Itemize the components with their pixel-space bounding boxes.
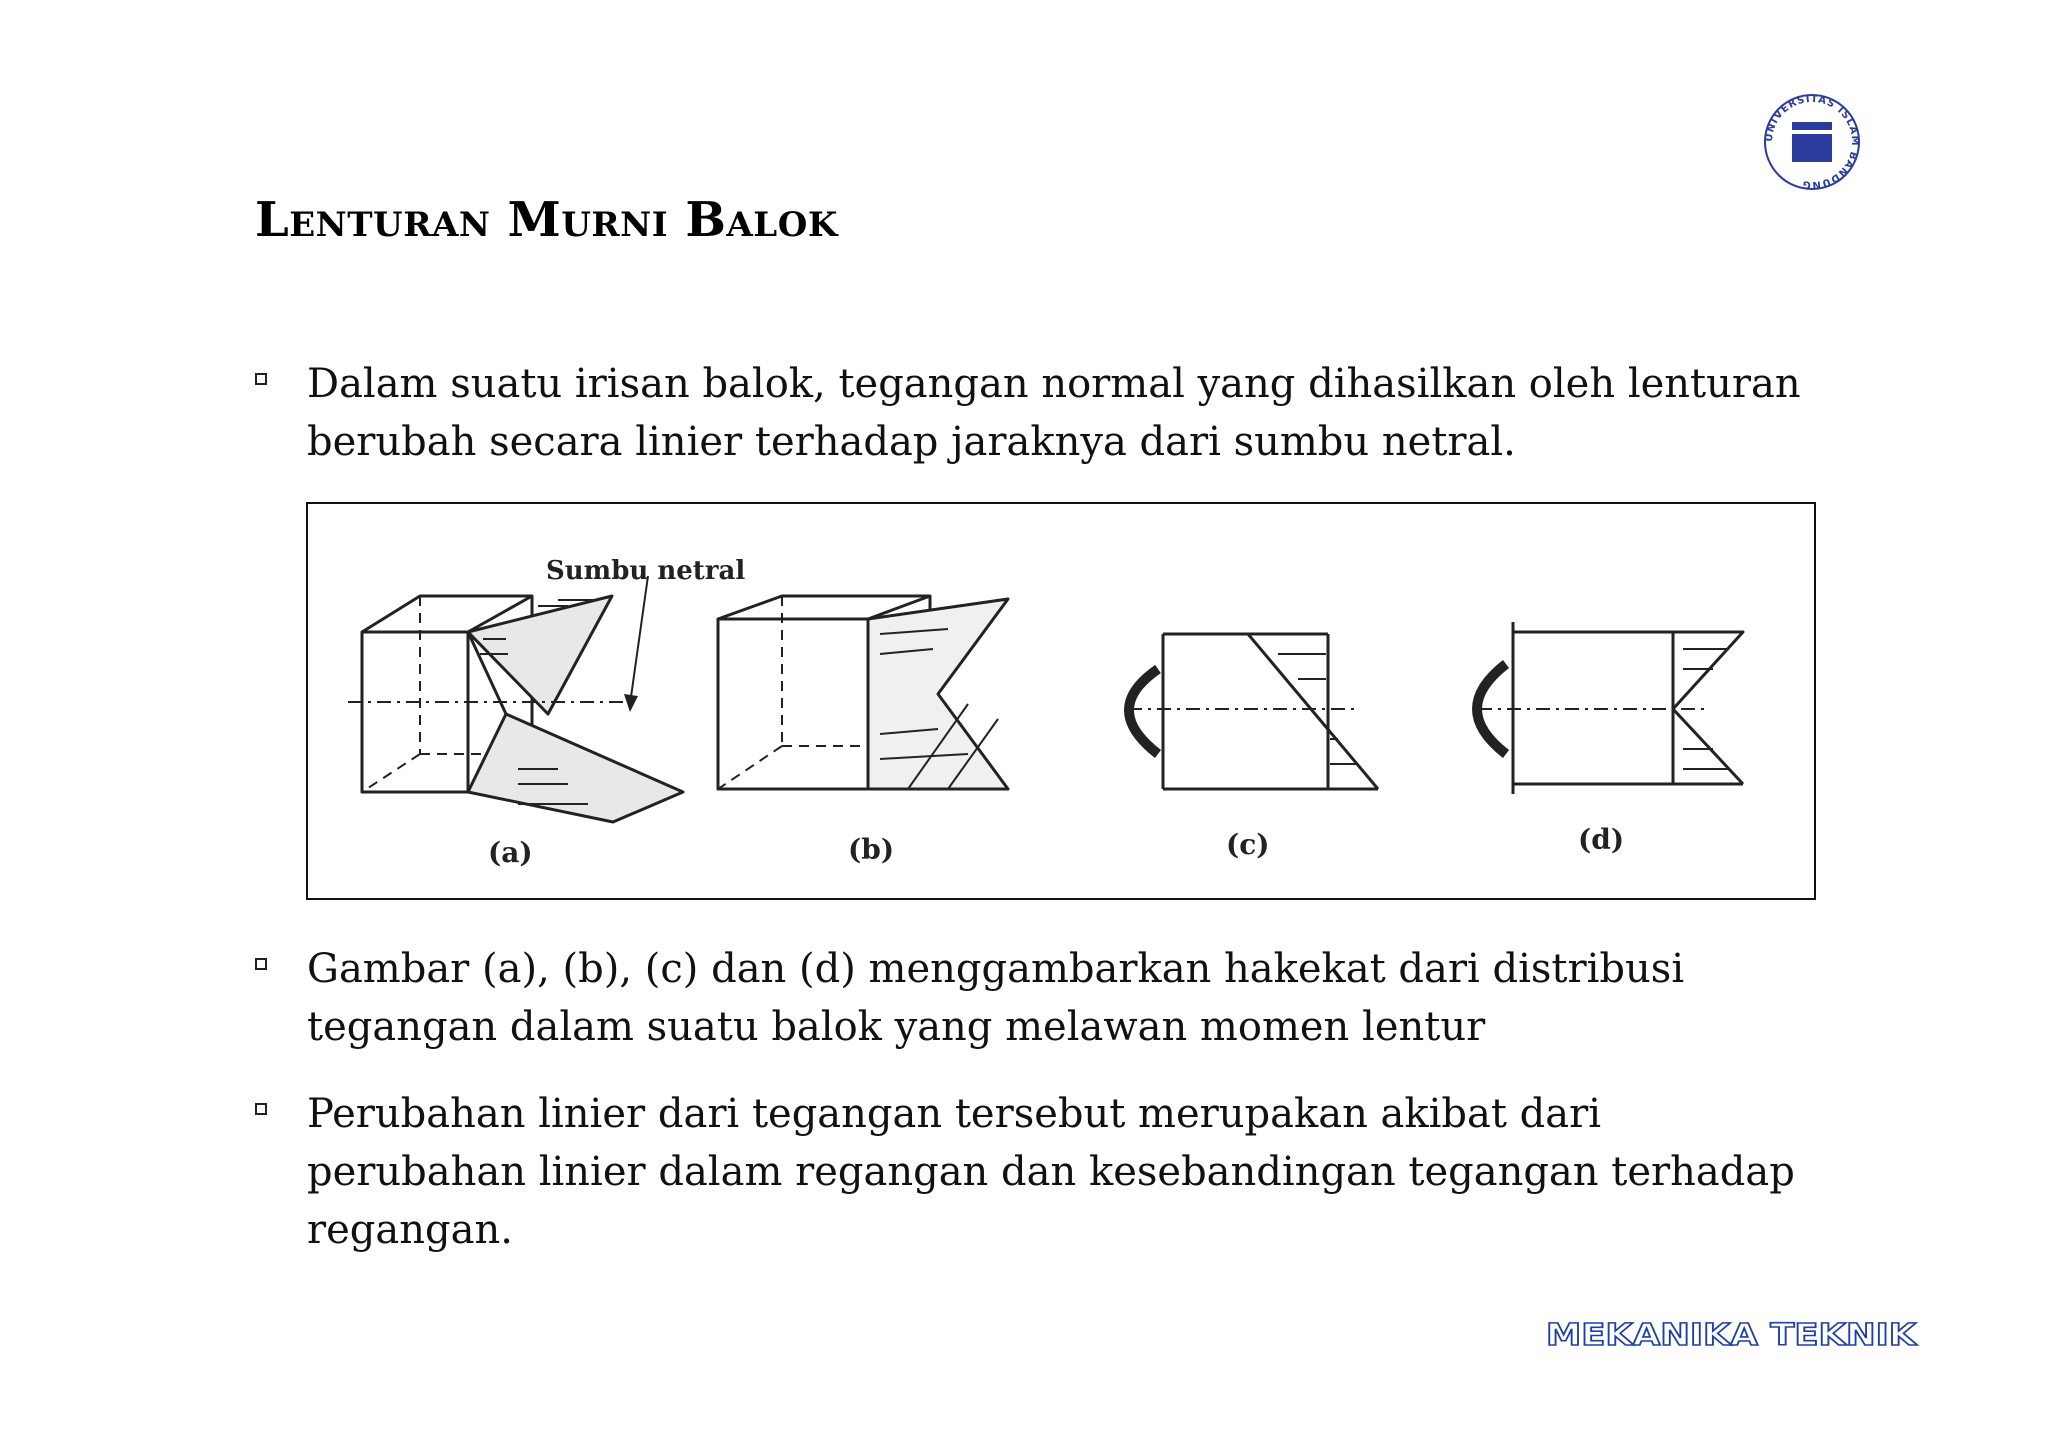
bullet-text: Perubahan linier dari tegangan tersebut merupakan akibat dari perubahan linier dalam regangan dan kesebandingan tegangan terhadap regangan. (307, 1091, 1795, 1253)
diagram-c (1128, 634, 1378, 789)
label-b: (b) (848, 833, 895, 866)
callout-arrow (630, 576, 648, 704)
logo-text: UNIVERSITAS ISLAM BANDUNG (1763, 93, 1861, 191)
bullet-text: Dalam suatu irisan balok, tegangan normal yang dihasilkan oleh lenturan berubah secara linier terhadap jaraknya dari sumbu netral. (307, 361, 1801, 465)
university-logo (1762, 92, 1862, 192)
diagram-a (348, 596, 683, 822)
diagram-d (1477, 622, 1743, 794)
stress-distribution-diagram (308, 504, 1814, 898)
label-c: (c) (1226, 828, 1270, 861)
beam-stress-figure (306, 502, 1816, 900)
course-footer: MEKANIKA TEKNIK (1546, 1318, 1917, 1353)
callout-label: Sumbu netral (546, 556, 746, 586)
bullet-square-icon (255, 958, 267, 970)
diagram-b (718, 596, 1008, 789)
bullet-square-icon (255, 373, 267, 385)
bullet-square-icon (255, 1103, 267, 1115)
bullet-text: Gambar (a), (b), (c) dan (d) menggambarkan hakekat dari distribusi tegangan dalam suatu balok yang melawan momen lentur (307, 946, 1685, 1050)
label-a: (a) (488, 836, 533, 869)
page-title: Lenturan Murni Balok (255, 192, 838, 248)
label-d: (d) (1578, 823, 1625, 856)
